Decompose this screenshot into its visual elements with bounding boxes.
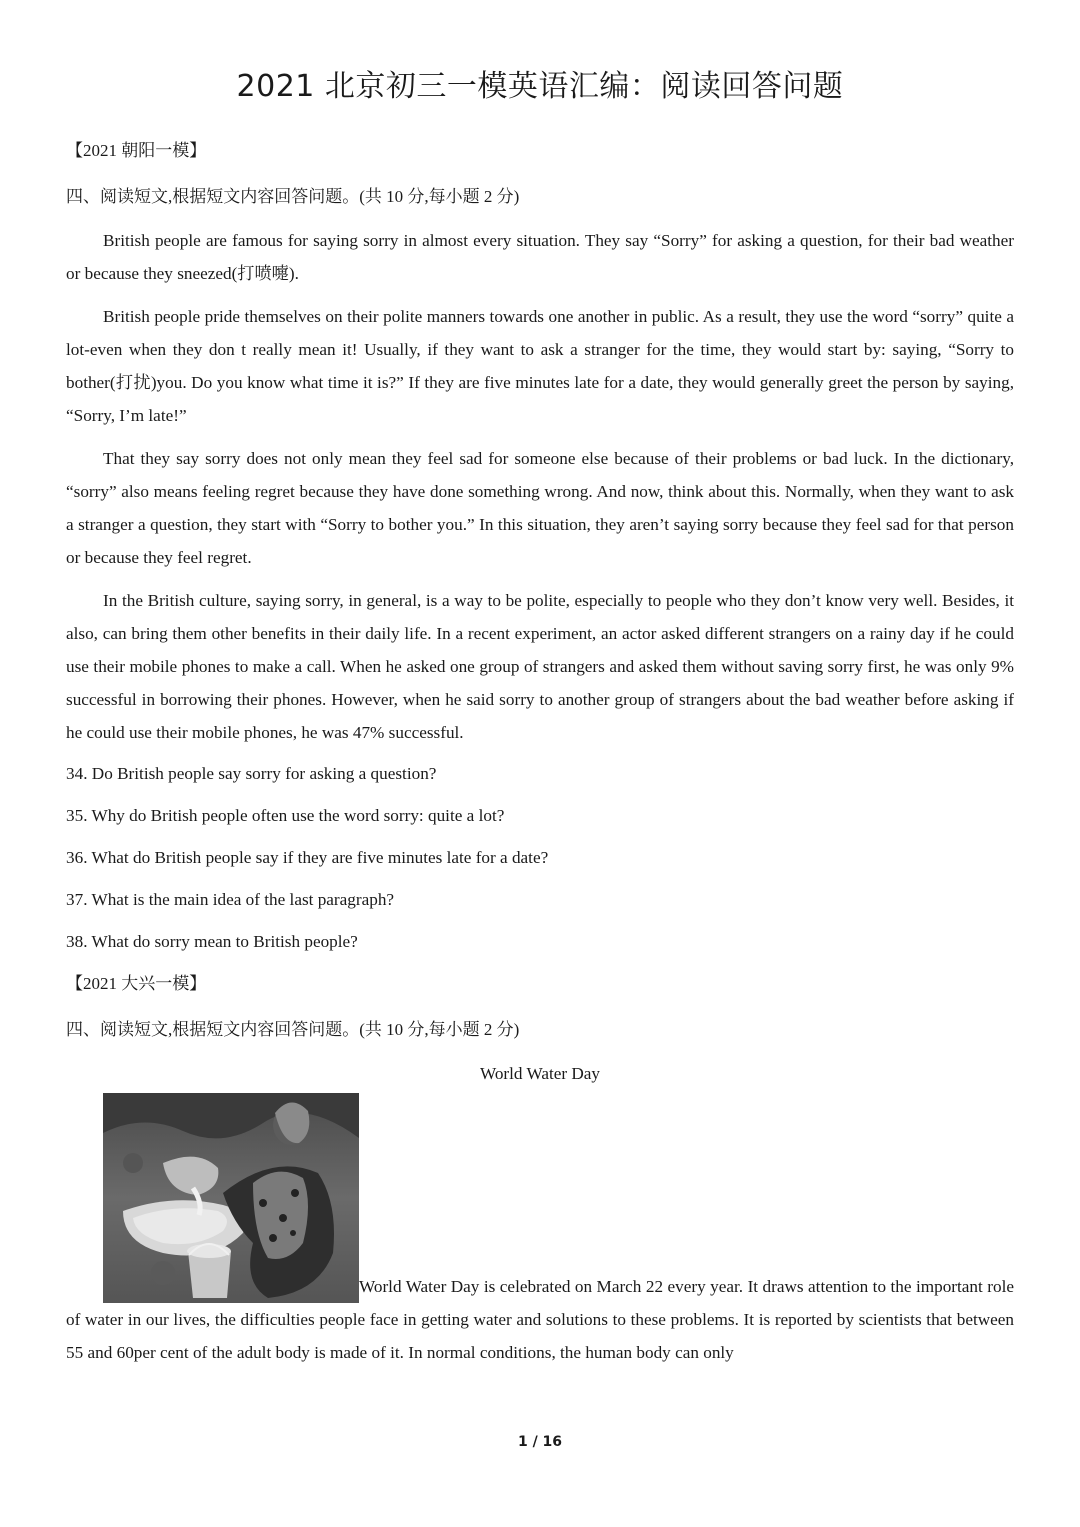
passage-paragraph: British people are famous for saying sorry in almost every situation. They say “Sorry” for asking a question, for their bad weather or because they sneezed(打喷嚏). [66,231,1014,283]
question-item: 36. What do British people say if they are five minutes late for a date? [66,848,549,867]
passage-paragraph: That they say sorry does not only mean they feel sad for someone else because of their problems or bad luck. In the dictionary, “sorry” also means feeling regret because they have done something wrong. And now, think about this. Normally, when they want to ask a stranger a question, they start with “Sorry to bother you.” In this situation, they aren’t saying sorry because they feel sad for that person or because they feel regret. [66,449,1014,567]
question-item: 37. What is the main idea of the last paragraph? [66,890,395,909]
passage-title: World Water Day [479,1064,601,1083]
question-item: 38. What do sorry mean to British people? [66,932,358,951]
woman-pouring-water-photo [103,1093,359,1303]
passage-paragraph [66,1093,1014,1369]
question-item: 35. Why do British people often use the word sorry: quite a lot? [66,806,505,825]
section-heading: 【2021 大兴一模】 [66,974,207,993]
section-instruction: 四、阅读短文,根据短文内容回答问题。(共 10 分,每小题 2 分) [66,187,520,206]
section-heading: 【2021 朝阳一模】 [66,141,207,160]
section-instruction: 四、阅读短文,根据短文内容回答问题。(共 10 分,每小题 2 分) [66,1020,520,1039]
page-title: 2021 北京初三一模英语汇编：阅读回答问题 [236,69,844,104]
passage-with-figure [66,1093,1014,1369]
passage-paragraph: British people pride themselves on their polite manners towards one another in public. As a result, they use the word “sorry” quite a lot-even when they don t really mean it! Usually, if they want to ask a stranger for the time, they would start by: saying, “Sorry to bother(打扰)you. Do you know what time it is?” If they are five minutes late for a date, they would generally greet the person by saying, “Sorry, I’m late!” [66,307,1014,425]
passage-text: World Water Day is celebrated on March 22 every year. It draws attention to the important role of water in our lives, the difficulties people face in getting water and solutions to these problems. It is reported by scientists that between 55 and 60per cent of the adult body is made of it. In normal conditions, the human body can only [66,1277,1014,1362]
page-number: 1 / 16 [517,1434,563,1450]
page-content [66,134,1014,1369]
passage-paragraph: In the British culture, saying sorry, in general, is a way to be polite, especially to people who they don’t know very well. Besides, it also, can bring them other benefits in their daily life. In a recent experiment, an actor asked different strangers on a rainy day if he could use their mobile phones to make a call. When he asked one group of strangers and asked them without saving sorry first, he was only 9% successful in borrowing their phones. However, when he said sorry to another group of strangers about the bad weather before asking if he could use their mobile phones, he was 47% successful. [66,591,1014,742]
question-item: 34. Do British people say sorry for asking a question? [66,764,437,783]
